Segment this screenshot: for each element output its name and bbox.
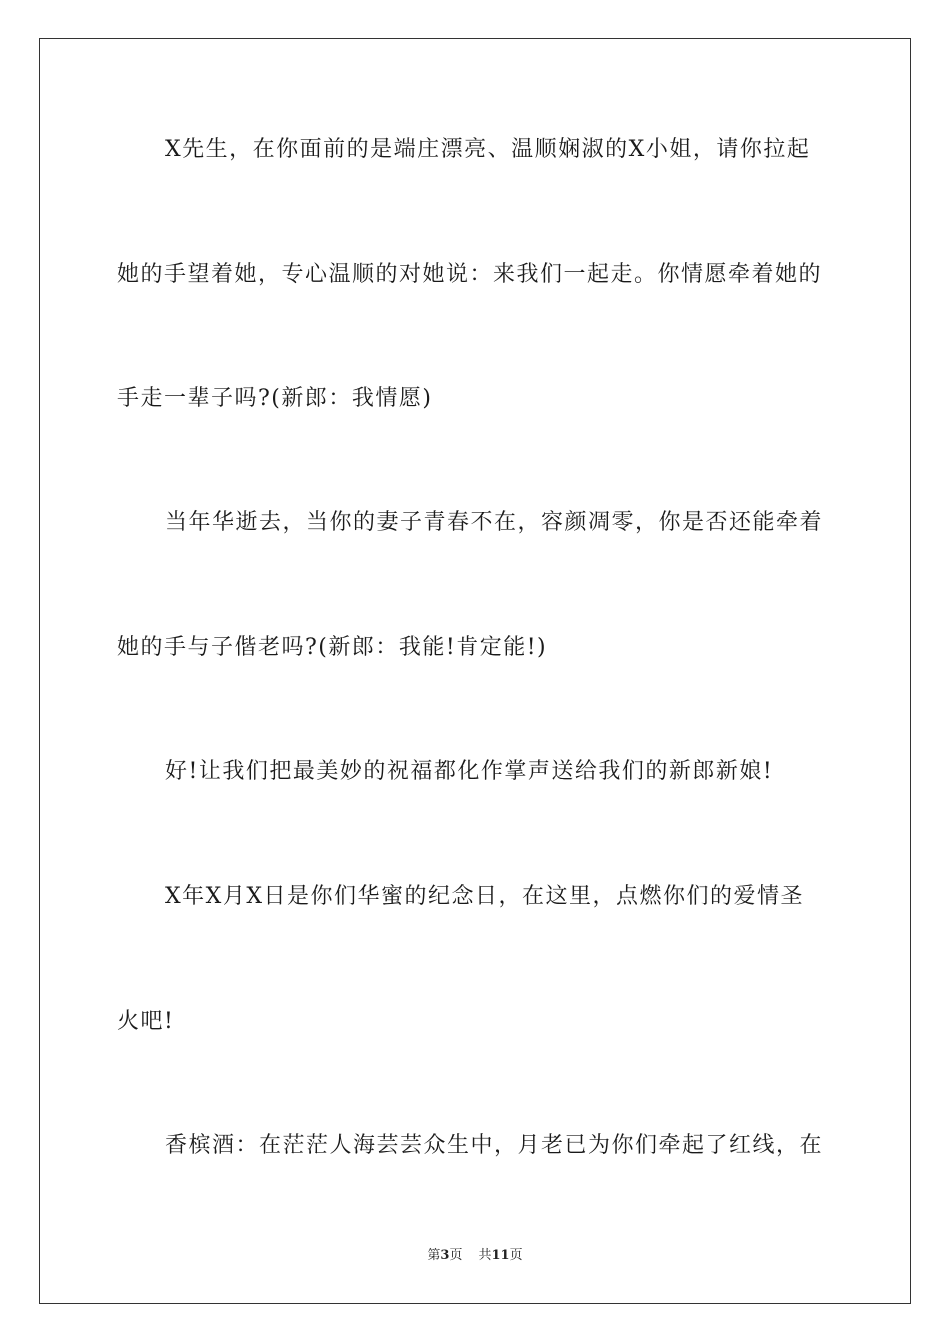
paragraph-line-5: 她的手与子偕老吗?(新郎：我能!肯定能!)	[117, 635, 548, 660]
paragraph-line-6: 好!让我们把最美妙的祝福都化作掌声送给我们的新郎新娘!	[165, 759, 774, 784]
total-prefix: 共	[478, 1248, 492, 1263]
page-suffix: 页	[449, 1248, 463, 1263]
page-current: 3	[440, 1248, 450, 1263]
page-prefix: 第	[427, 1248, 441, 1263]
page-footer	[0, 1247, 950, 1265]
paragraph-line-1: X先生，在你面前的是端庄漂亮、温顺娴淑的X小姐，请你拉起	[165, 137, 811, 162]
paragraph-line-9: 香槟酒：在茫茫人海芸芸众生中，月老已为你们牵起了红线，在	[165, 1133, 824, 1158]
paragraph-line-4: 当年华逝去，当你的妻子青春不在，容颜凋零，你是否还能牵着	[165, 510, 824, 535]
total-suffix: 页	[509, 1248, 523, 1263]
paragraph-line-8: 火吧!	[117, 1009, 175, 1034]
paragraph-line-7: X年X月X日是你们华蜜的纪念日，在这里，点燃你们的爱情圣	[165, 884, 804, 909]
page-border	[39, 38, 911, 1304]
page-total: 11	[491, 1248, 510, 1263]
paragraph-line-2: 她的手望着她，专心温顺的对她说：来我们一起走。你情愿牵着她的	[117, 262, 823, 287]
paragraph-line-3: 手走一辈子吗?(新郎：我情愿)	[117, 386, 433, 411]
